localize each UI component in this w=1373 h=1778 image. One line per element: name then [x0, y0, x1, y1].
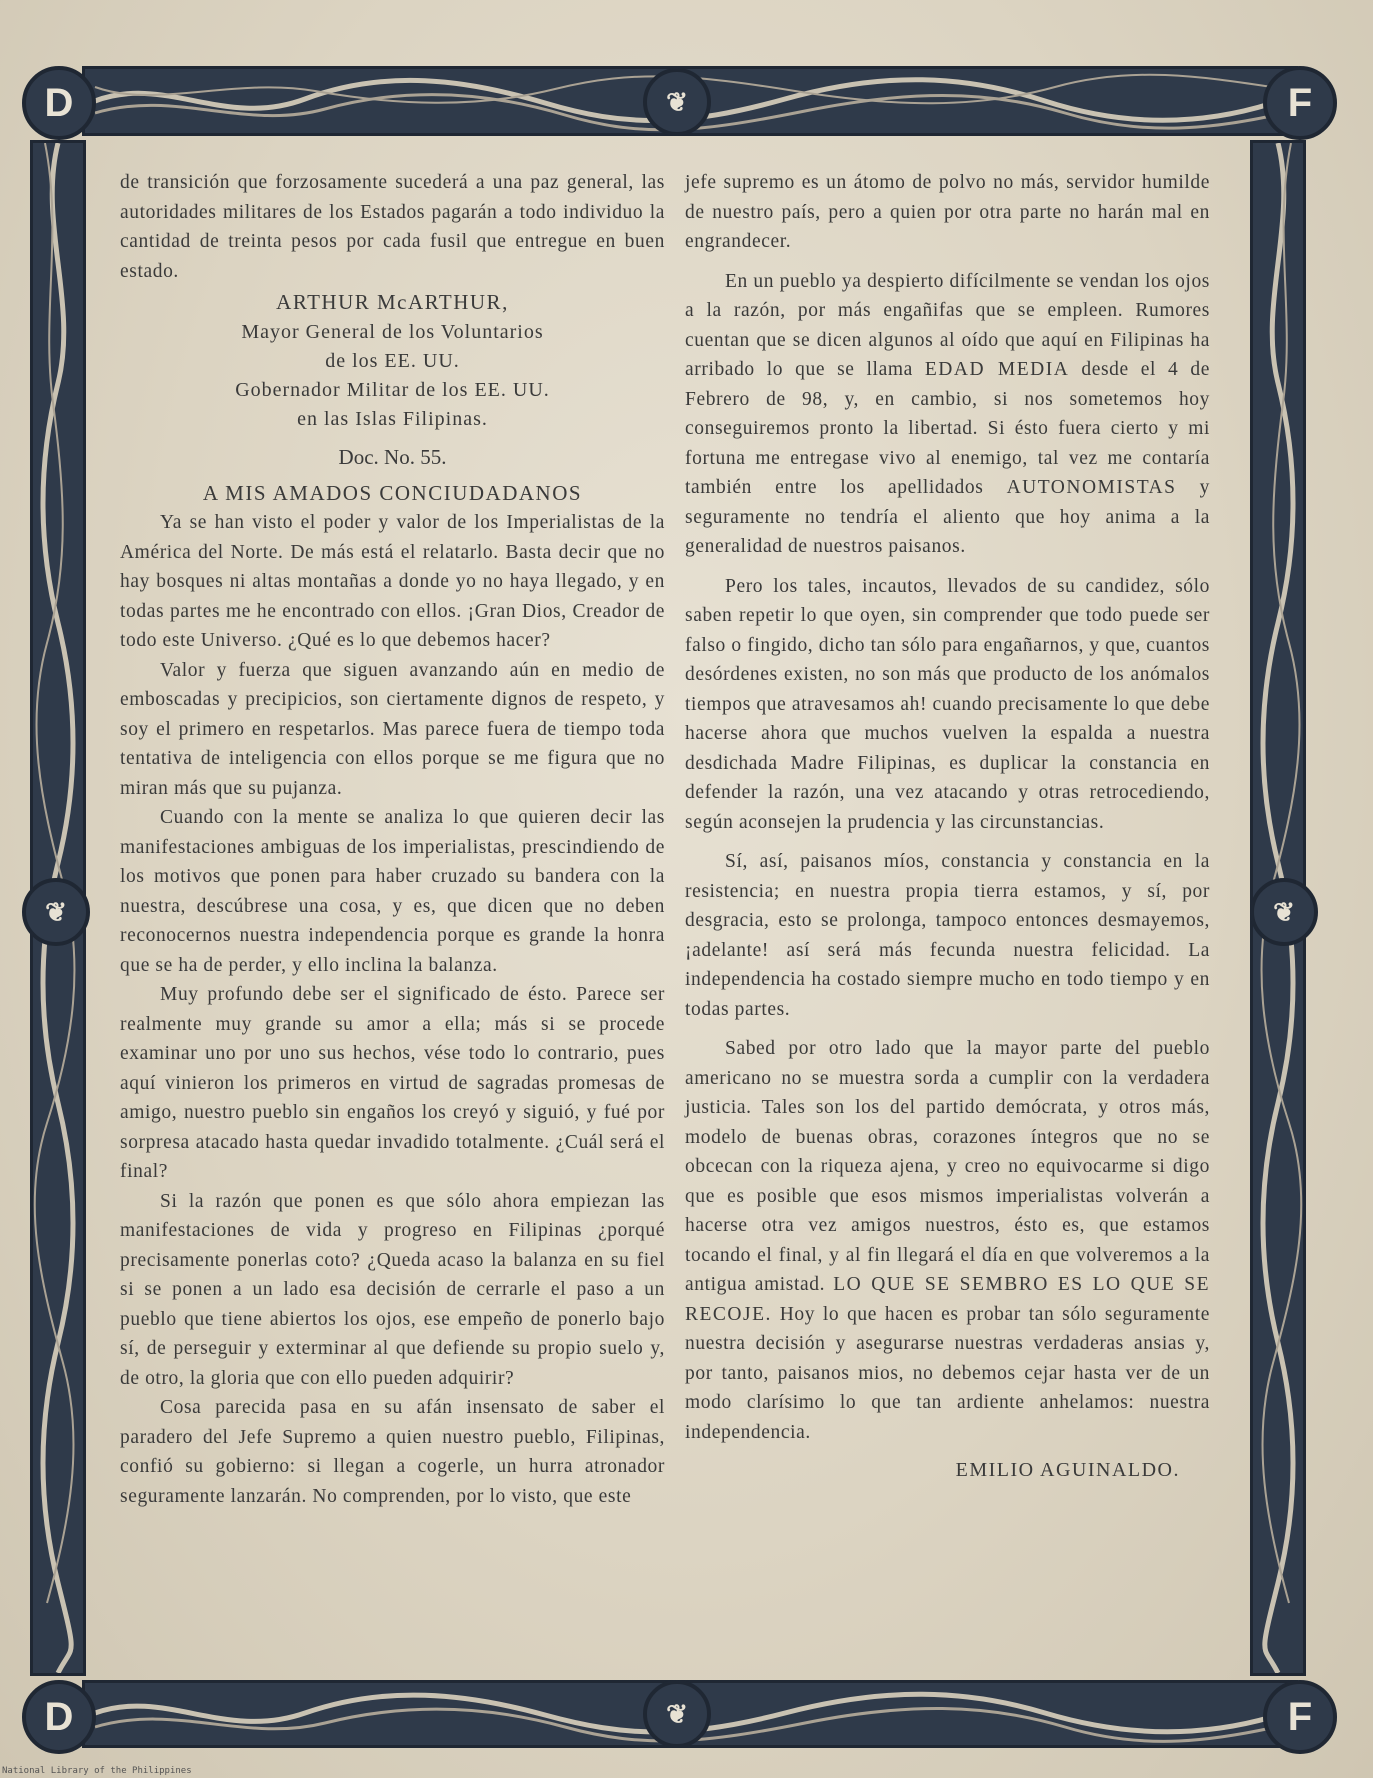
- small-caps-phrase: AUTONOMISTAS: [1006, 477, 1177, 498]
- signature-first-name: EMILIO: [955, 1459, 1035, 1481]
- page-text-area: [120, 168, 1210, 1638]
- paragraph: [685, 1034, 1210, 1447]
- closing-signature: [685, 1459, 1210, 1482]
- bottom-left-corner-medallion: [22, 1680, 96, 1754]
- paragraph: [685, 267, 1210, 562]
- paragraph-text: En un pueblo ya despierto difícilmente se vendan los ojos a la razón, por más engañifas que se empleen. Rumores cuentan que se dicen algunos al oído que aquí en Filipinas ha arribado lo que se llama: [685, 270, 1210, 380]
- corner-letter-f: F: [1287, 80, 1313, 125]
- paragraph: Si la razón que ponen es que sólo ahora empiezan las manifestaciones de vida y progreso en Filipinas ¿porqué precisamente ponerlas coto? ¿Queda acaso la balanza en su fiel si se ponen a un lado esa decisión de cerrarle el paso a un pueblo que tiene abiertos los ojos, ese empeño de ponerlo bajo sí, de perseguir y exterminar al que defiende su propio suelo y, de otro, la gloria que con ello pueden adquirir?: [120, 1190, 665, 1389]
- paragraph-text: desde el 4 de Febrero de 98, y, en cambio, si nos sometemos hoy conseguiremos pronto la libertad. Si ésto fuera cierto y mi fortuna me entregase vivo al enemigo, tal vez me contaría también entre los apellidados: [685, 359, 1210, 498]
- paragraph-text: Hoy lo que hacen es probar tan sólo seguramente nuestra decisión y asegurarse nuestras verdaderas ansias y, por tanto, paisanos mios, no debemos cejar hasta ver de un modo clarísimo lo que tan ardiente anhelamos: nuestra independencia.: [685, 1303, 1210, 1443]
- signatory-title: Gobernador Militar de los EE. UU.: [235, 379, 550, 401]
- signature-last-name: AGUINALDO.: [1040, 1459, 1180, 1481]
- top-left-corner-medallion: [22, 66, 96, 140]
- paragraph: Cosa parecida pasa en su afán insensato de saber el paradero del Jefe Supremo a quien nuestro pueblo, Filipinas, confió su gobierno: si llegan a cogerle, un hurra atronador seguramente lanzarán. No comprenden, por lo visto, que este: [120, 1397, 665, 1507]
- signatory-title: Mayor General de los Voluntarios: [241, 321, 544, 343]
- paragraph: Valor y fuerza que siguen avanzando aún en medio de emboscadas y precipicios, son ciertamente dignos de respeto, y soy el primero en respetarlos. Mas parece fuera de tiempo toda tentativa de inteligencia con ellos porque se me figura que no miran más que su pujanza.: [120, 659, 665, 799]
- paragraph-text: y seguramente no tendría el aliento que hoy anima a la generalidad de nuestros paisanos.: [685, 477, 1211, 557]
- paragraph: de transición que forzosamente sucederá a una paz general, las autoridades militares de los Estados pagarán a todo individuo la cantidad de treinta pesos por cada fusil que entregue en buen estado.: [120, 172, 665, 282]
- bottom-right-corner-medallion: [1263, 1680, 1337, 1754]
- paragraph: Pero los tales, incautos, llevados de su candidez, sólo saben repetir lo que oyen, sin comprender que todo puede ser falso o fingido, dicho tan sólo para engañarnos, y que, cuantos desórdenes existen, no son más que producto de los anómalos tiempos que atravesamos ah! cuando precisamente lo que debe hacerse ahora que muchos vuelven la espalda a nuestra desdichada Madre Filipinas, es duplicar la constancia en defender la razón, una vez atacando y otras retrocediendo, según aconsejen la prudencia y las circunstancias.: [685, 575, 1210, 833]
- corner-letter-d: D: [44, 1694, 74, 1739]
- top-right-corner-medallion: [1263, 66, 1337, 140]
- left-center-ornament-icon: ❦: [22, 878, 90, 946]
- small-caps-phrase: LO QUE SE SEMBRO ES LO QUE SE RECOJE.: [685, 1274, 1210, 1325]
- signatory-name: ARTHUR McARTHUR,: [276, 290, 509, 314]
- document-number: Doc. No. 55.: [338, 445, 447, 469]
- paragraph: Sí, así, paisanos míos, constancia y constancia en la resistencia; en nuestra propia tierra estamos, y sí, por desgracia, esto se prolonga, tampoco entonces desmayemos, ¡adelante! así será más fecunda nuestra felicidad. La independencia ha costado siempre mucho en todo tiempo y en todas partes.: [685, 851, 1210, 1020]
- paragraph: Ya se han visto el poder y valor de los Imperialistas de la América del Norte. De más está el relatarlo. Basta decir que no hay bosques ni altas montañas a donde yo no haya llegado, y en todas partes me he encontrado con ellos. ¡Gran Dios, Creador de todo este Universo. ¿Qué es lo que debemos hacer?: [120, 512, 665, 651]
- small-caps-phrase: EDAD MEDIA: [924, 359, 1070, 380]
- document-title: A MIS AMADOS CONCIUDADANOS: [202, 481, 583, 505]
- left-column: [120, 168, 665, 1511]
- corner-letter-d: D: [44, 80, 74, 125]
- paragraph: jefe supremo es un átomo de polvo no más, servidor humilde de nuestro país, pero a quien por otra parte no harán mal en engrandecer.: [685, 172, 1210, 252]
- bottom-center-ornament-icon: ❦: [643, 1680, 711, 1748]
- paragraph: Cuando con la mente se analiza lo que quieren decir las manifestaciones ambiguas de los imperialistas, prescindiendo de los motivos que ponen para haber cruzado su bandera con la nuestra, descúbrese una cosa, y es, que dicen que no deben reconocernos nuestra independencia porque es grande la honra que se ha de perder, y ello inclina la balanza.: [120, 807, 665, 976]
- signatory-title: en las Islas Filipinas.: [297, 408, 488, 430]
- top-center-ornament-icon: ❦: [643, 68, 711, 136]
- right-center-ornament-icon: ❦: [1250, 878, 1318, 946]
- right-column: [685, 168, 1210, 1482]
- signatory-title: de los EE. UU.: [325, 350, 460, 372]
- source-note: National Library of the Philippines: [2, 1766, 192, 1776]
- paragraph: Muy profundo debe ser el significado de ésto. Parece ser realmente muy grande su amor a ella; más si se procede examinar uno por uno sus hechos, vése todo lo contrario, pues aquí vinieron los primeros en virtud de sagradas promesas de amigo, nuestro pueblo sin engaños los creyó y siguió, y fué por sorpresa atacado hasta quedar invadido totalmente. ¿Cuál será el final?: [120, 984, 665, 1182]
- corner-letter-f: F: [1287, 1694, 1313, 1739]
- paragraph-text: Sabed por otro lado que la mayor parte del pueblo americano no se muestra sorda a cumplir con la verdadera justicia. Tales son los del partido demócrata, y otros más, modelo de buenas obras, corazones íntegros que no se obcecan con la riqueza ajena, y creo no equivocarme si digo que es posible que esos mismos imperialistas volverán a hacerse otra vez amigos nuestros, ésto es, que estamos tocando el final, y al fin llegará el día en que volveremos a la antigua amistad.: [685, 1038, 1210, 1295]
